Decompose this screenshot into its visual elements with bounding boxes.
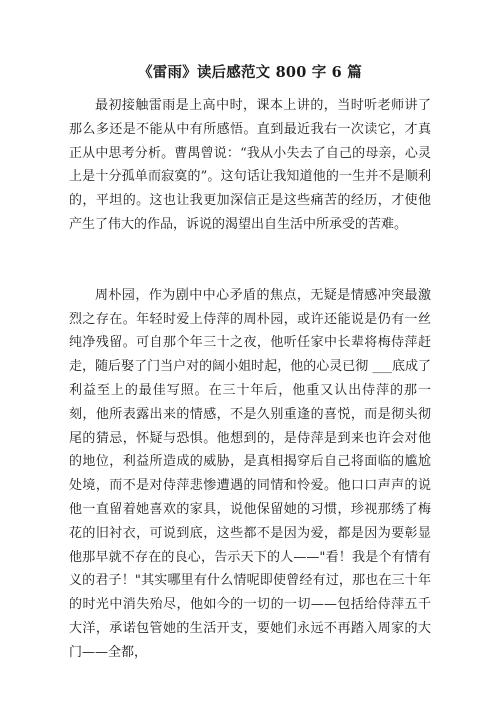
paragraph-1: 最初接触雷雨是上高中时，课本上讲的，当时听老师讲了那么多还是不能从中有所感悟。直到最近我右一次读它，才真正从中思考分析。曹禺曾说：“我从小失去了自己的母亲，心灵上是十分孤单而寂寞的”。这句话让我知道他的一生并不是顺利的，平坦的。这也让我更加深信正是这些痛苦的经历，才使他产生了伟大的作品，诉说的渴望出自生活中所承受的苦难。 xyxy=(69,98,431,232)
paragraph-spacer xyxy=(69,237,431,284)
document-title: 《雷雨》读后感范文 800 字 6 篇 xyxy=(138,64,362,81)
paragraph-2: 周朴园，作为剧中中心矛盾的焦点，无疑是情感冲突最激烈之存在。年轻时爱上侍萍的周朴园，或许还能说是仍有一丝纯净残留。可自那个年三十之夜，他听任家中长辈将梅侍萍赶走，随后娶了门当户对的阔小姐时起，他的心灵已彻 ___底成了利益至上的最佳写照。在三十年后，他重又认出侍萍的那一刻，他所表露出来的情感，不是久别重逢的喜悦，而是彻头彻尾的猜忌，怀疑与恐惧。他想到的，是侍萍是到来也许会对他的地位，利益所造成的威胁，是真相揭穿后自己将面临的尴尬处境，而不是对侍萍悲惨遭遇的同情和怜爱。他口口声声的说他一直留着她喜欢的家具，说他保留她的习惯，珍视那绣了梅花的旧衬衣，可说到底，这些都不是因为爱，都是因为要彰显他那早就不存在的良心，告示天下的人——"看！我是个有情有义的君子！"其实哪里有什么情呢即使曾经有过，那也在三十年的时光中消失殆尽，他如今的一切的一切——包括给侍萍五千大洋，承诺包管她的生活开支，要她们永远不再踏入周家的大门——全都， xyxy=(69,287,431,660)
